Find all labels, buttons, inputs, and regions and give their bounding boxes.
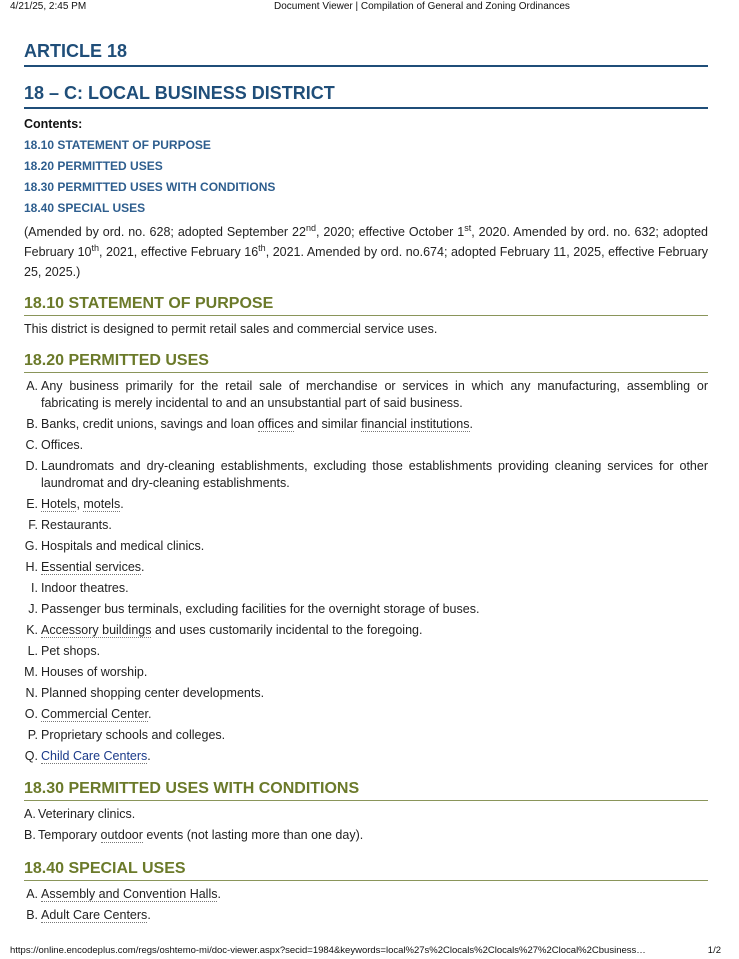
- list-item: [24, 706, 708, 723]
- list-marker: D.: [25, 459, 38, 473]
- list-item: [24, 458, 708, 492]
- list-item: [24, 907, 708, 924]
- purpose-text: This district is designed to permit retail sales and commercial service uses.: [24, 322, 438, 336]
- district-title: 18 – C: LOCAL BUSINESS DISTRICT: [24, 83, 708, 109]
- list-item: [24, 517, 708, 534]
- list-item: [24, 664, 708, 681]
- definition-link-motels[interactable]: motels: [83, 497, 121, 511]
- list-marker: B.: [26, 417, 38, 431]
- definition-link-child-care-centers[interactable]: Child Care Centers: [41, 749, 148, 763]
- item-text: events (not lasting more than one day).: [142, 828, 364, 842]
- list-marker: Q.: [24, 749, 38, 763]
- list-marker: L.: [27, 644, 38, 658]
- print-footer: [0, 945, 739, 959]
- section-heading-permitted-uses: 18.20 PERMITTED USES: [24, 352, 708, 373]
- definition-link-accessory-buildings[interactable]: Accessory buildings: [41, 623, 152, 637]
- ordinal-suffix: th: [91, 242, 99, 253]
- document-content: [24, 38, 708, 928]
- item-text: .: [141, 560, 145, 574]
- toc-link-purpose[interactable]: 18.10 STATEMENT OF PURPOSE: [24, 138, 211, 152]
- list-item: [24, 806, 708, 823]
- amendment-text: , 2020; effective October 1: [315, 225, 465, 239]
- list-marker: B.: [26, 908, 38, 922]
- definition-link-outdoor[interactable]: outdoor: [100, 828, 143, 842]
- list-item: [24, 827, 708, 844]
- section-heading-special-uses: 18.40 SPECIAL USES: [24, 860, 708, 881]
- list-item: [24, 748, 708, 765]
- section-heading-purpose: 18.10 STATEMENT OF PURPOSE: [24, 295, 708, 316]
- list-item: [24, 886, 708, 903]
- list-item: [24, 622, 708, 639]
- list-marker: F.: [28, 518, 38, 532]
- item-text: .: [469, 417, 473, 431]
- list-marker: H.: [25, 560, 38, 574]
- item-text: and similar: [293, 417, 362, 431]
- definition-link-essential-services[interactable]: Essential services: [41, 560, 142, 574]
- ordinal-suffix: th: [258, 242, 266, 253]
- amendment-text: , 2021, effective February 16: [98, 245, 259, 259]
- list-item: [24, 601, 708, 618]
- print-page-title: Document Viewer | Compilation of General and Zoning Ordinances: [274, 1, 570, 12]
- definition-link-assembly-halls[interactable]: Assembly and Convention Halls: [41, 887, 218, 901]
- item-text: .: [147, 749, 151, 763]
- item-text: .: [147, 707, 152, 721]
- table-of-contents: [24, 138, 708, 215]
- item-text: Banks, credit unions, savings and loan: [41, 417, 258, 431]
- list-marker: I.: [31, 581, 38, 595]
- item-text: ,: [76, 497, 84, 511]
- item-text: Planned shopping center developments.: [41, 686, 265, 700]
- conditional-uses-list: [24, 806, 708, 844]
- item-text: Temporary: [38, 828, 101, 842]
- list-item: [24, 416, 708, 433]
- article-title: ARTICLE 18: [24, 41, 708, 67]
- item-text: Proprietary schools and colleges.: [41, 728, 226, 742]
- list-marker: B.: [24, 828, 36, 842]
- list-marker: J.: [28, 602, 38, 616]
- ordinal-suffix: nd: [305, 222, 316, 233]
- list-marker: N.: [25, 686, 38, 700]
- definition-link-adult-care-centers[interactable]: Adult Care Centers: [41, 908, 148, 922]
- amendment-text: (Amended by ord. no. 628; adopted September 22: [24, 225, 306, 239]
- item-text: Any business primarily for the retail sale of merchandise or services in which any manufacturing, assembling or fabricating is merely incidental to and an unsubstantial part of said business.: [41, 379, 708, 410]
- definition-link-financial-institutions[interactable]: financial institutions: [361, 417, 470, 431]
- list-item: [24, 538, 708, 555]
- ordinal-suffix: st: [464, 222, 472, 233]
- item-text: Pet shops.: [41, 644, 101, 658]
- list-item: [24, 643, 708, 660]
- item-text: Veterinary clinics.: [38, 807, 136, 821]
- item-text: .: [217, 887, 221, 901]
- toc-link-permitted-uses[interactable]: 18.20 PERMITTED USES: [24, 159, 163, 173]
- list-marker: K.: [26, 623, 38, 637]
- item-text: Houses of worship.: [41, 665, 148, 679]
- item-text: .: [120, 497, 124, 511]
- item-text: Indoor theatres.: [41, 581, 129, 595]
- special-uses-list: [24, 886, 708, 924]
- list-marker: A.: [26, 379, 38, 393]
- definition-link-hotels[interactable]: Hotels: [41, 497, 77, 511]
- contents-label: Contents:: [24, 117, 83, 131]
- toc-link-conditional-uses[interactable]: 18.30 PERMITTED USES WITH CONDITIONS: [24, 180, 276, 194]
- list-item: [24, 496, 708, 513]
- toc-link-special-uses[interactable]: 18.40 SPECIAL USES: [24, 201, 146, 215]
- list-item: [24, 580, 708, 597]
- list-marker: M.: [24, 665, 38, 679]
- list-item: [24, 727, 708, 744]
- item-text: .: [147, 908, 151, 922]
- list-marker: A.: [24, 807, 36, 821]
- amendment-history: [24, 222, 708, 282]
- item-text: Laundromats and dry-cleaning establishments, excluding those establishments providing cleaning services for other laundromat and dry-cleaning establishments.: [41, 459, 708, 490]
- section-heading-conditional-uses: 18.30 PERMITTED USES WITH CONDITIONS: [24, 780, 708, 801]
- definition-link-offices[interactable]: offices: [257, 417, 294, 431]
- list-marker: G.: [24, 539, 38, 553]
- list-item: [24, 559, 708, 576]
- list-marker: O.: [24, 707, 38, 721]
- list-marker: P.: [27, 728, 38, 742]
- permitted-uses-list: [24, 378, 708, 765]
- amendment-text: , 2021. Amended by ord. no.674; adopted February 11, 2025, effective February 25, 2025.): [24, 245, 708, 279]
- item-text: Offices.: [41, 438, 84, 452]
- print-url: https://online.encodeplus.com/regs/oshtemo-mi/doc-viewer.aspx?secid=1984&keywords=local%27s%2Clocals%2Clocals%27%2Clocal%2Cbusiness…: [10, 945, 646, 956]
- list-marker: A.: [26, 887, 38, 901]
- list-marker: E.: [26, 497, 38, 511]
- print-page-number: 1/2: [707, 945, 721, 956]
- list-item: [24, 685, 708, 702]
- item-text: Hospitals and medical clinics.: [41, 539, 205, 553]
- item-text: and uses customarily incidental to the foregoing.: [151, 623, 423, 637]
- amendment-text: , 2020. Amended by ord. no. 632; adopted February 10: [24, 225, 709, 259]
- item-text: Restaurants.: [41, 518, 112, 532]
- item-text: Passenger bus terminals, excluding facilities for the overnight storage of buses.: [41, 602, 480, 616]
- list-item: [24, 378, 708, 412]
- print-header: [0, 0, 739, 14]
- print-datetime: 4/21/25, 2:45 PM: [10, 1, 87, 12]
- list-item: [24, 437, 708, 454]
- list-marker: C.: [25, 438, 38, 452]
- definition-link-commercial-center[interactable]: Commercial Center: [41, 707, 148, 721]
